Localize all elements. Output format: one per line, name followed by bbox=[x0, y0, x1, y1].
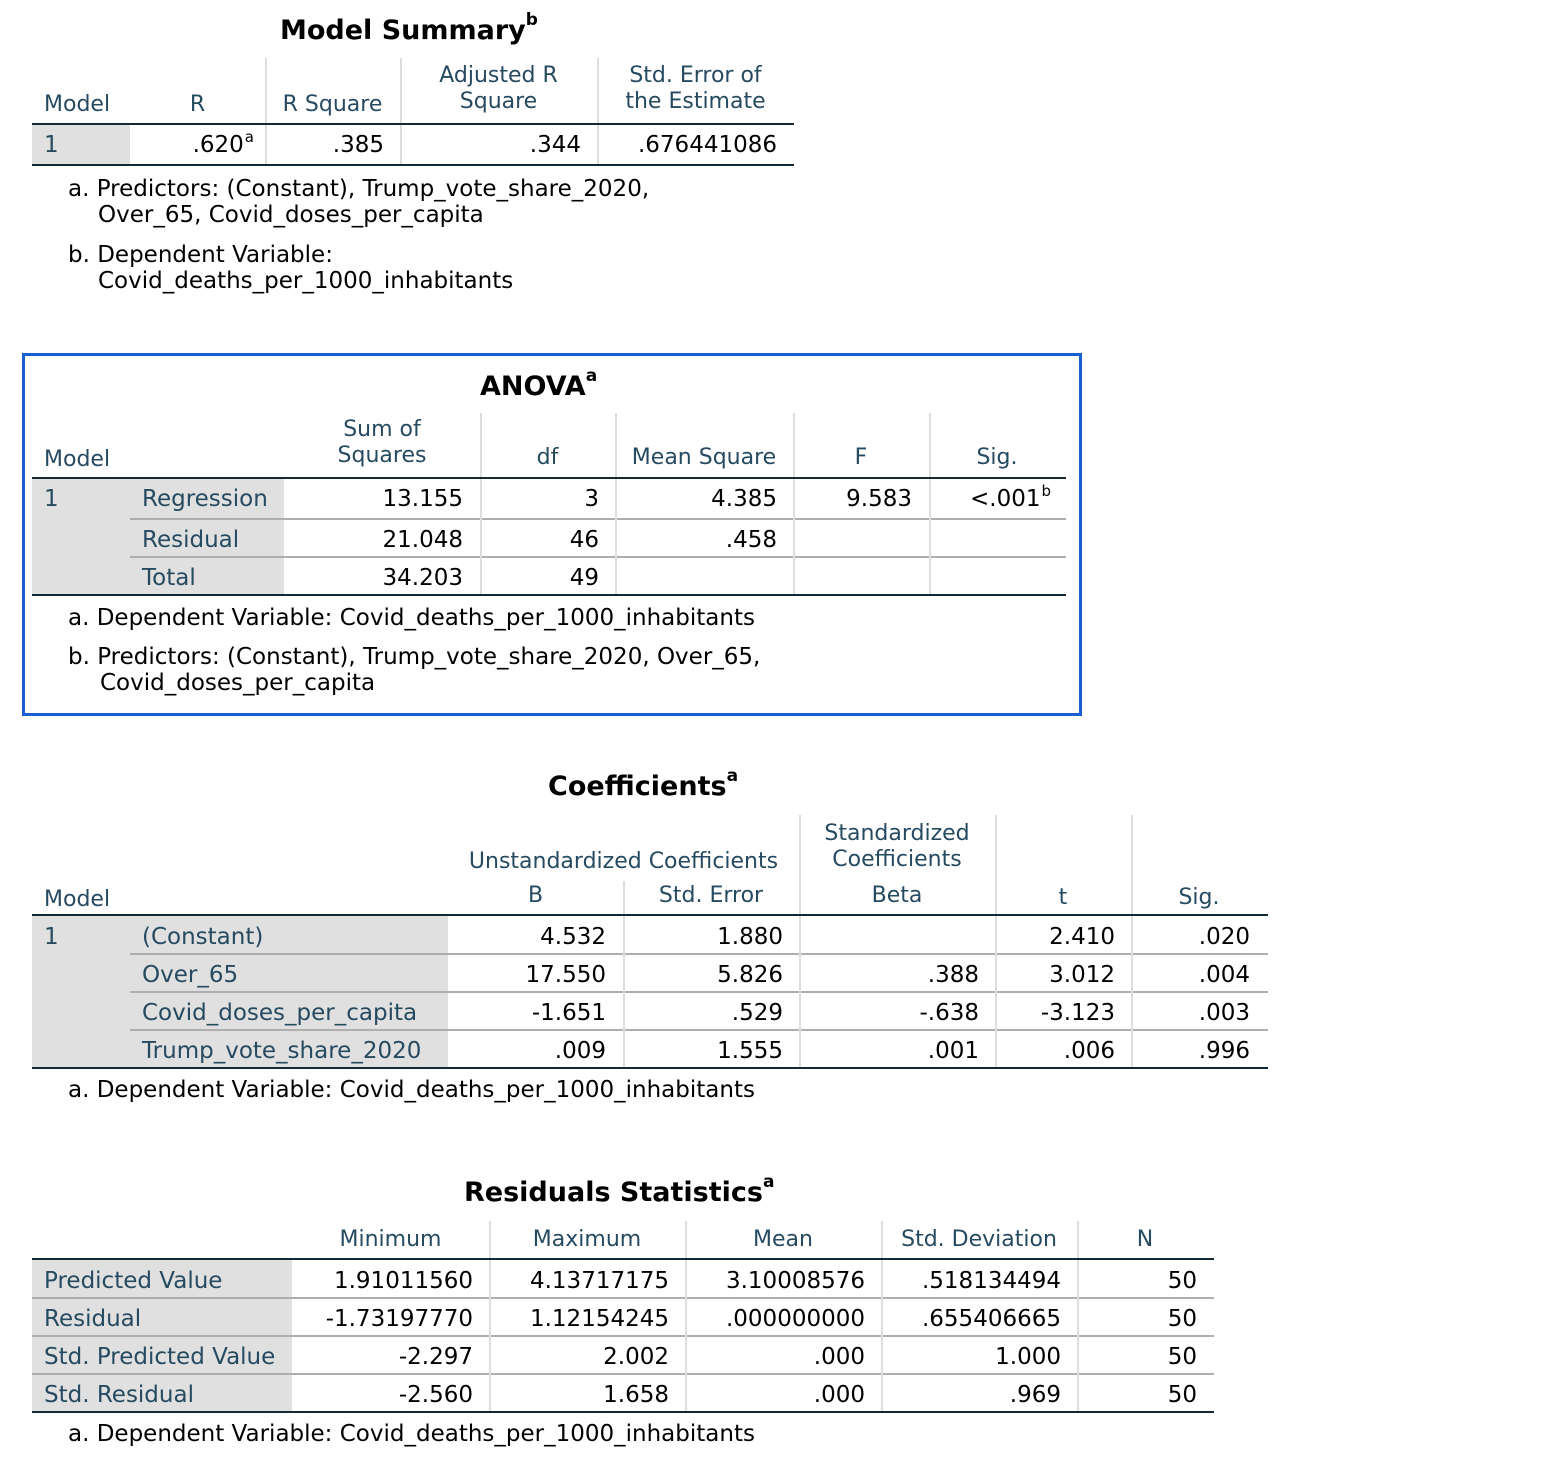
col-header-sum-squares: Sum of Squares bbox=[337, 417, 427, 468]
table-cell: .385 bbox=[332, 132, 384, 158]
col-header-r-square: R Square bbox=[282, 92, 383, 117]
row-label: (Constant) bbox=[142, 924, 264, 950]
table-cell: 3.10008576 bbox=[725, 1268, 865, 1294]
col-header-beta: Beta bbox=[871, 883, 923, 908]
footnote: a. Dependent Variable: Covid_deaths_per_1000_inhabitants bbox=[68, 605, 755, 631]
model-summary-title: Model Summary$^b$ bbox=[280, 10, 538, 46]
table-cell: 17.550 bbox=[525, 962, 606, 988]
table-cell: 9.583 bbox=[846, 486, 912, 512]
col-header-minimum: Minimum bbox=[339, 1227, 442, 1252]
col-header-b: B bbox=[527, 883, 544, 908]
table-cell: 13.155 bbox=[382, 486, 463, 512]
table-cell: 1.880 bbox=[717, 924, 783, 950]
table-cell: -1.73197770 bbox=[325, 1306, 473, 1332]
table-cell: 1.658 bbox=[603, 1382, 669, 1408]
table-cell: 4.13717175 bbox=[529, 1268, 669, 1294]
table-cell: .000000000 bbox=[725, 1306, 865, 1332]
table-cell: .006 bbox=[1063, 1038, 1115, 1064]
col-header-unstandardized: Unstandardized Coefficients bbox=[468, 849, 779, 874]
table-cell: 3 bbox=[584, 486, 599, 512]
table-cell: 50 bbox=[1167, 1344, 1197, 1370]
col-header-mean: Mean bbox=[753, 1227, 813, 1252]
col-header-maximum: Maximum bbox=[532, 1227, 642, 1252]
table-cell: .001 bbox=[927, 1038, 979, 1064]
table-cell: 1.12154245 bbox=[529, 1306, 669, 1332]
table-cell: .020 bbox=[1198, 924, 1250, 950]
footnote: a. Dependent Variable: Covid_deaths_per_1000_inhabitants bbox=[68, 1421, 755, 1447]
col-header-adj-r-square: Adjusted R Square bbox=[439, 63, 558, 114]
table-cell: .004 bbox=[1198, 962, 1250, 988]
row-label: Std. Predicted Value bbox=[44, 1344, 276, 1370]
anova-title: ANOVA$^a$ bbox=[480, 366, 598, 402]
table-cell: .003 bbox=[1198, 1000, 1250, 1026]
table-cell: .000 bbox=[813, 1344, 865, 1370]
table-cell: .009 bbox=[554, 1038, 606, 1064]
table-cell: 2.410 bbox=[1049, 924, 1115, 950]
table-cell: 49 bbox=[569, 565, 599, 591]
col-header-mean-square: Mean Square bbox=[631, 445, 777, 470]
row-label: Predicted Value bbox=[44, 1268, 223, 1294]
col-header-std-error: Std. Error bbox=[658, 883, 764, 908]
table-cell: 4.385 bbox=[711, 486, 777, 512]
col-header-sig: Sig. bbox=[976, 445, 1018, 470]
table-cell: .969 bbox=[1009, 1382, 1061, 1408]
col-header-t: t bbox=[1058, 885, 1068, 910]
table-cell: 34.203 bbox=[382, 565, 463, 591]
col-header-r: R bbox=[189, 92, 206, 117]
coefficients-title: Coefficients$^a$ bbox=[548, 766, 739, 802]
col-header-df: df bbox=[536, 445, 559, 470]
table-cell: .620$^a$ bbox=[192, 128, 254, 158]
col-header-model: Model bbox=[44, 447, 111, 472]
table-cell: 1.000 bbox=[995, 1344, 1061, 1370]
table-cell: -2.560 bbox=[398, 1382, 473, 1408]
table-cell: .388 bbox=[927, 962, 979, 988]
table-cell: 5.826 bbox=[717, 962, 783, 988]
table-row-label: 1 bbox=[44, 132, 59, 158]
table-cell: -2.297 bbox=[398, 1344, 473, 1370]
table-cell: 4.532 bbox=[540, 924, 606, 950]
col-header-std-deviation: Std. Deviation bbox=[901, 1227, 1057, 1252]
col-header-standardized: Standardized Coefficients bbox=[824, 821, 970, 872]
footnote: a. Predictors: (Constant), Trump_vote_share_2020, bbox=[68, 176, 650, 202]
table-cell: .518134494 bbox=[921, 1268, 1061, 1294]
col-header-f: F bbox=[854, 445, 868, 470]
row-label: Regression bbox=[142, 486, 268, 512]
table-cell: <.001$^b$ bbox=[969, 482, 1051, 512]
model-number: 1 bbox=[44, 486, 59, 512]
table-cell: 50 bbox=[1167, 1382, 1197, 1408]
row-label: Over_65 bbox=[142, 962, 239, 988]
row-label: Residual bbox=[142, 527, 240, 553]
footnote: b. Predictors: (Constant), Trump_vote_share_2020, Over_65, bbox=[68, 644, 761, 670]
row-label: Covid_doses_per_capita bbox=[142, 1000, 418, 1026]
table-cell: 46 bbox=[569, 527, 599, 553]
model-number: 1 bbox=[44, 924, 59, 950]
footnote: Covid_deaths_per_1000_inhabitants bbox=[98, 268, 514, 294]
table-cell: 2.002 bbox=[603, 1344, 669, 1370]
table-cell: .996 bbox=[1198, 1038, 1250, 1064]
table-cell: 1.555 bbox=[717, 1038, 783, 1064]
footnote: a. Dependent Variable: Covid_deaths_per_1000_inhabitants bbox=[68, 1077, 755, 1103]
table-cell: 21.048 bbox=[382, 527, 463, 553]
footnote: Covid_doses_per_capita bbox=[100, 670, 376, 696]
table-cell: -.638 bbox=[919, 1000, 979, 1026]
row-label: Std. Residual bbox=[44, 1382, 194, 1408]
table-cell: -3.123 bbox=[1040, 1000, 1115, 1026]
col-header-model: Model bbox=[44, 92, 111, 117]
row-label: Residual bbox=[44, 1306, 142, 1332]
footnote: Over_65, Covid_doses_per_capita bbox=[98, 202, 484, 228]
col-header-model: Model bbox=[44, 887, 111, 912]
row-label: Trump_vote_share_2020 bbox=[142, 1038, 422, 1064]
table-cell: .655406665 bbox=[921, 1306, 1061, 1332]
table-cell: .529 bbox=[731, 1000, 783, 1026]
col-header-n: N bbox=[1136, 1227, 1154, 1252]
col-header-sig: Sig. bbox=[1178, 885, 1220, 910]
col-header-std-error: Std. Error of the Estimate bbox=[625, 63, 766, 114]
table-cell: 3.012 bbox=[1049, 962, 1115, 988]
table-cell: 50 bbox=[1167, 1268, 1197, 1294]
table-cell: 50 bbox=[1167, 1306, 1197, 1332]
table-cell: -1.651 bbox=[531, 1000, 606, 1026]
table-cell: .000 bbox=[813, 1382, 865, 1408]
residuals-title: Residuals Statistics$^a$ bbox=[464, 1172, 775, 1208]
table-cell: .458 bbox=[725, 527, 777, 553]
table-cell: .676441086 bbox=[637, 132, 777, 158]
table-cell: .344 bbox=[529, 132, 581, 158]
row-label: Total bbox=[142, 565, 196, 591]
table-cell: 1.91011560 bbox=[333, 1268, 473, 1294]
footnote: b. Dependent Variable: bbox=[68, 242, 333, 268]
